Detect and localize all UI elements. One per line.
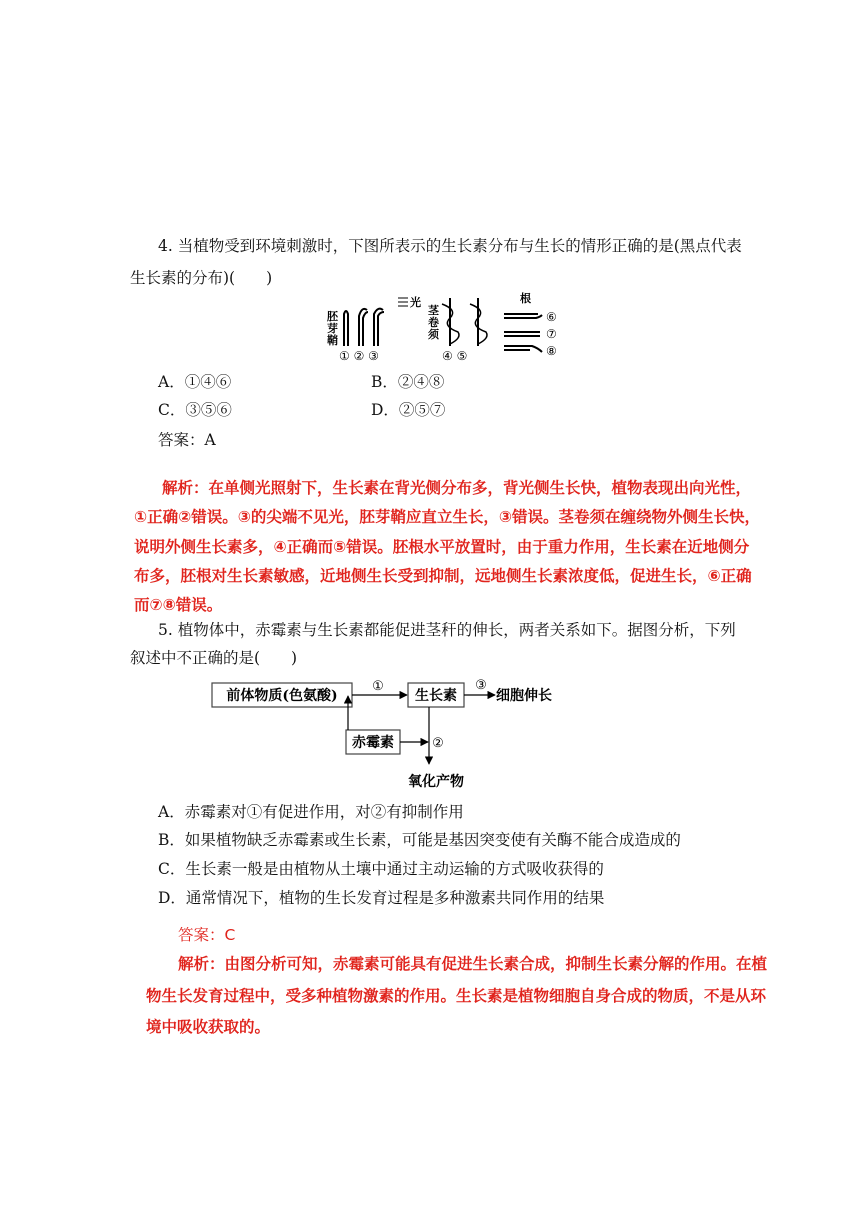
q4-analysis-line-5: 而⑦⑧错误。 (134, 596, 223, 614)
q5-analysis-line-2: 物生长发育过程中，受多种植物激素的作用。生长素是植物细胞自身合成的物质，不是从环 (146, 987, 767, 1005)
q5-option-b: B．如果植物缺乏赤霉素或生长素，可能是基因突变使有关酶不能合成造成的 (158, 831, 681, 849)
nums-tendril: ④ ⑤ (442, 349, 468, 363)
label-root: 根 (520, 292, 531, 305)
text-gibberellin: 赤霉素 (352, 735, 394, 751)
step-2: ② (432, 736, 444, 751)
nums-coleoptile: ① ② ③ (339, 349, 379, 363)
root-6 (504, 314, 542, 318)
step-1: ① (372, 679, 384, 694)
label-tendril-2: 卷 (428, 316, 439, 329)
q4-option-b: B．②④⑧ (371, 373, 445, 391)
q5-analysis-line-1: 解析：由图分析可知，赤霉素可能具有促进生长素合成，抑制生长素分解的作用。在植 (178, 955, 768, 973)
text-precursor: 前体物质(色氨酸) (226, 688, 338, 704)
q5-analysis-line-3: 境中吸收获取的。 (146, 1018, 271, 1036)
q4-figure (322, 290, 562, 365)
q5-stem-line1: 5. 植物体中，赤霉素与生长素都能促进茎秆的伸长，两者关系如下。据图分析，下列 (158, 621, 736, 639)
q5-stem-line2: 叙述中不正确的是( ) (130, 649, 298, 667)
q4-analysis-line-4: 布多，胚根对生长素敏感，近地侧生长受到抑制，远地侧生长素浓度低，促进生长，⑥正确 (134, 567, 752, 585)
text-oxidation-product: 氧化产物 (408, 774, 464, 790)
label-light: 光 (410, 296, 421, 309)
q4-answer: 答案：A (158, 431, 216, 449)
root-8 (504, 346, 542, 352)
q5-option-c: C．生长素一般是由植物从土壤中通过主动运输的方式吸收获得的 (158, 860, 604, 878)
q5-option-a: A．赤霉素对①有促进作用，对②有抑制作用 (158, 803, 464, 821)
q4-stem-line1: 4. 当植物受到环境刺激时，下图所表示的生长素分布与生长的情形正确的是(黑点代表 (158, 237, 742, 255)
q4-analysis-line-3: 说明外侧生长素多，④正确而⑤错误。胚根水平放置时，由于重力作用，生长素在近地侧分 (134, 538, 750, 556)
label-tendril-3: 须 (428, 328, 439, 341)
q4-analysis-line-1: 解析：在单侧光照射下，生长素在背光侧分布多，背光侧生长快，植物表现出向光性， (162, 479, 752, 497)
text-cell-elongation: 细胞伸长 (496, 688, 552, 704)
coleoptile-1 (344, 311, 348, 346)
q4-option-c: C．③⑤⑥ (158, 401, 232, 419)
num-6: ⑥ (546, 310, 557, 324)
q4-stem-line2: 生长素的分布)( ) (130, 269, 273, 287)
num-8: ⑧ (546, 344, 557, 358)
coleoptile-2 (359, 309, 368, 346)
label-coleoptile-3: 鞘 (327, 334, 338, 347)
q4-option-d: D．②⑤⑦ (371, 401, 446, 419)
coleoptile-3 (374, 309, 384, 346)
q5-option-d: D．通常情况下，植物的生长发育过程是多种激素共同作用的结果 (158, 889, 605, 907)
label-coleoptile-1: 胚 (327, 310, 338, 323)
q5-answer: 答案：C (178, 926, 236, 944)
step-3: ③ (475, 678, 487, 693)
q4-option-a: A．①④⑥ (158, 373, 232, 391)
root-7 (504, 332, 540, 336)
q4-analysis-line-2: ①正确②错误。③的尖端不见光，胚芽鞘应直立生长，③错误。茎卷须在缠绕物外侧生长快， (134, 508, 760, 526)
q5-diagram (200, 668, 580, 794)
label-coleoptile-2: 芽 (327, 322, 338, 335)
label-tendril-1: 茎 (428, 304, 439, 317)
num-7: ⑦ (546, 327, 557, 341)
text-auxin: 生长素 (415, 688, 457, 704)
